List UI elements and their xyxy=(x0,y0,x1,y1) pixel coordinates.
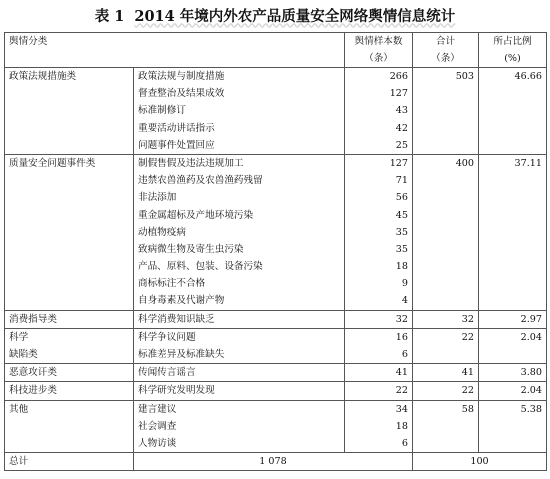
group-percent: 2.04 xyxy=(520,385,542,397)
sample-count: 16 xyxy=(395,331,408,343)
sample-count: 71 xyxy=(395,175,408,187)
sample-count-cell xyxy=(345,68,413,155)
sample-count: 9 xyxy=(401,278,408,290)
subcategory-name: 政策法规与制度措施 xyxy=(138,71,225,82)
category-group-row xyxy=(5,154,547,310)
sample-count: 41 xyxy=(395,367,408,379)
subcategory-name: 致病微生物及寄生虫污染 xyxy=(138,243,244,255)
category-name-cell xyxy=(5,154,134,310)
sample-count: 6 xyxy=(401,349,408,360)
subcategory-name: 问题事件处置回应 xyxy=(138,139,215,151)
subcategory-name: 商标标注不合格 xyxy=(138,278,206,290)
header-category: 舆情分类 xyxy=(9,36,48,47)
group-percent: 3.80 xyxy=(520,367,542,379)
sample-count-cell xyxy=(345,382,413,400)
sample-count: 6 xyxy=(401,437,408,449)
group-total-cell xyxy=(413,364,479,382)
group-total-cell xyxy=(413,382,479,400)
group-total: 58 xyxy=(461,403,474,415)
table-label: 表 1 xyxy=(94,7,125,25)
category-name-cell xyxy=(5,328,134,363)
header-count-cell xyxy=(345,33,413,68)
subcategory-name: 制假售假及违法违规加工 xyxy=(138,157,244,169)
sample-count: 45 xyxy=(395,209,408,221)
category-group-row xyxy=(5,68,547,155)
subcategory-cell xyxy=(134,154,345,310)
sample-count-cell xyxy=(345,154,413,310)
subcategory-name: 人物访谈 xyxy=(138,437,177,449)
subcategory-name: 标准制修订 xyxy=(138,105,186,117)
group-percent: 5.38 xyxy=(520,403,542,415)
category-group-row xyxy=(5,382,547,400)
group-percent: 37.11 xyxy=(514,157,542,169)
category-name: 政策法规措施类 xyxy=(9,71,77,82)
subcategory-cell xyxy=(134,328,345,363)
sample-count: 35 xyxy=(395,243,408,255)
group-percent-cell xyxy=(479,68,547,155)
table-title xyxy=(0,2,550,28)
category-name-cell xyxy=(5,310,134,328)
total-row xyxy=(5,453,547,471)
header-total-line1: 合计 xyxy=(435,36,456,47)
group-percent-cell xyxy=(479,154,547,310)
category-group-row xyxy=(5,328,547,363)
sample-count: 18 xyxy=(395,420,408,432)
sample-count: 42 xyxy=(395,122,408,134)
category-name: 缺陷类 xyxy=(9,349,38,360)
sample-count: 4 xyxy=(401,295,408,307)
group-total-cell xyxy=(413,328,479,363)
total-count: 1 078 xyxy=(259,456,287,468)
subcategory-name: 督查整治及结果成效 xyxy=(138,88,225,100)
sample-count: 35 xyxy=(395,226,408,238)
subcategory-cell xyxy=(134,68,345,155)
header-count-line1: 舆情样本数 xyxy=(354,36,403,47)
header-percent-line1: 所占比例 xyxy=(493,36,532,47)
subcategory-name: 违禁农兽渔药及农兽渔药残留 xyxy=(138,175,263,187)
total-percent: 100 xyxy=(470,456,489,468)
group-total: 22 xyxy=(461,331,474,343)
stats-table xyxy=(4,32,547,471)
subcategory-name: 重要活动讲话指示 xyxy=(138,122,215,134)
category-name: 质量安全问题事件类 xyxy=(9,157,96,169)
group-percent-cell xyxy=(479,364,547,382)
subcategory-name: 重金属超标及产地环境污染 xyxy=(138,209,254,221)
category-group-row xyxy=(5,400,547,453)
total-label-cell xyxy=(5,453,134,471)
subcategory-name: 动植物疫病 xyxy=(138,226,186,238)
total-percent-cell xyxy=(413,453,547,471)
category-name-cell xyxy=(5,68,134,155)
subcategory-cell xyxy=(134,382,345,400)
sample-count: 127 xyxy=(389,88,408,100)
group-total-cell xyxy=(413,68,479,155)
category-group-row xyxy=(5,310,547,328)
category-name: 科技进步类 xyxy=(9,385,57,397)
subcategory-name: 传闻传言谣言 xyxy=(138,367,196,379)
header-total-line2: （条） xyxy=(431,53,460,64)
header-row xyxy=(5,33,547,68)
sample-count-cell xyxy=(345,328,413,363)
category-name: 其他 xyxy=(9,403,29,415)
group-percent-cell xyxy=(479,382,547,400)
subcategory-name: 科学争议问题 xyxy=(138,331,196,343)
category-name: 恶意攻讦类 xyxy=(9,367,57,379)
sample-count-cell xyxy=(345,400,413,453)
group-total: 41 xyxy=(461,367,474,379)
table-name: 2014 年境内外农产品质量安全网络舆情信息统计 xyxy=(134,7,456,25)
group-percent: 2.97 xyxy=(520,313,542,325)
subcategory-cell xyxy=(134,364,345,382)
subcategory-name: 标准差异及标准缺失 xyxy=(138,349,225,360)
group-total-cell xyxy=(413,400,479,453)
subcategory-name: 社会调查 xyxy=(138,420,177,432)
sample-count: 25 xyxy=(395,139,408,151)
sample-count: 34 xyxy=(395,403,408,415)
subcategory-name: 非法添加 xyxy=(138,192,177,204)
subcategory-name: 建言建议 xyxy=(138,403,177,415)
sample-count: 127 xyxy=(389,157,408,169)
header-count-line2: （条） xyxy=(364,53,393,64)
group-total-cell xyxy=(413,154,479,310)
category-name: 消费指导类 xyxy=(9,313,57,325)
category-group-row xyxy=(5,364,547,382)
group-total: 400 xyxy=(455,157,474,169)
group-total: 32 xyxy=(461,313,474,325)
sample-count: 18 xyxy=(395,261,408,273)
subcategory-name: 自身毒素及代谢产物 xyxy=(138,295,225,307)
group-percent-cell xyxy=(479,328,547,363)
sample-count-cell xyxy=(345,310,413,328)
category-name-cell xyxy=(5,400,134,453)
sample-count: 43 xyxy=(395,105,408,117)
header-percent-line2: (%) xyxy=(504,53,521,64)
group-total: 503 xyxy=(455,71,474,82)
header-percent-cell xyxy=(479,33,547,68)
group-percent: 46.66 xyxy=(514,71,542,82)
group-percent-cell xyxy=(479,400,547,453)
header-total-cell xyxy=(413,33,479,68)
total-count-cell xyxy=(134,453,413,471)
header-category-cell xyxy=(5,33,345,68)
group-percent-cell xyxy=(479,310,547,328)
subcategory-cell xyxy=(134,310,345,328)
sample-count: 266 xyxy=(389,71,408,82)
category-name: 科学 xyxy=(9,331,29,343)
category-name-cell xyxy=(5,364,134,382)
group-total-cell xyxy=(413,310,479,328)
subcategory-name: 产品、原料、包装、设备污染 xyxy=(138,261,263,273)
category-name-cell xyxy=(5,382,134,400)
sample-count: 22 xyxy=(395,385,408,397)
subcategory-name: 科学消费知识缺乏 xyxy=(138,313,215,325)
sample-count-cell xyxy=(345,364,413,382)
subcategory-cell xyxy=(134,400,345,453)
sample-count: 32 xyxy=(395,313,408,325)
group-percent: 2.04 xyxy=(520,331,542,343)
total-label: 总计 xyxy=(9,456,29,468)
group-total: 22 xyxy=(461,385,474,397)
sample-count: 56 xyxy=(395,192,408,204)
subcategory-name: 科学研究发明发现 xyxy=(138,385,215,397)
